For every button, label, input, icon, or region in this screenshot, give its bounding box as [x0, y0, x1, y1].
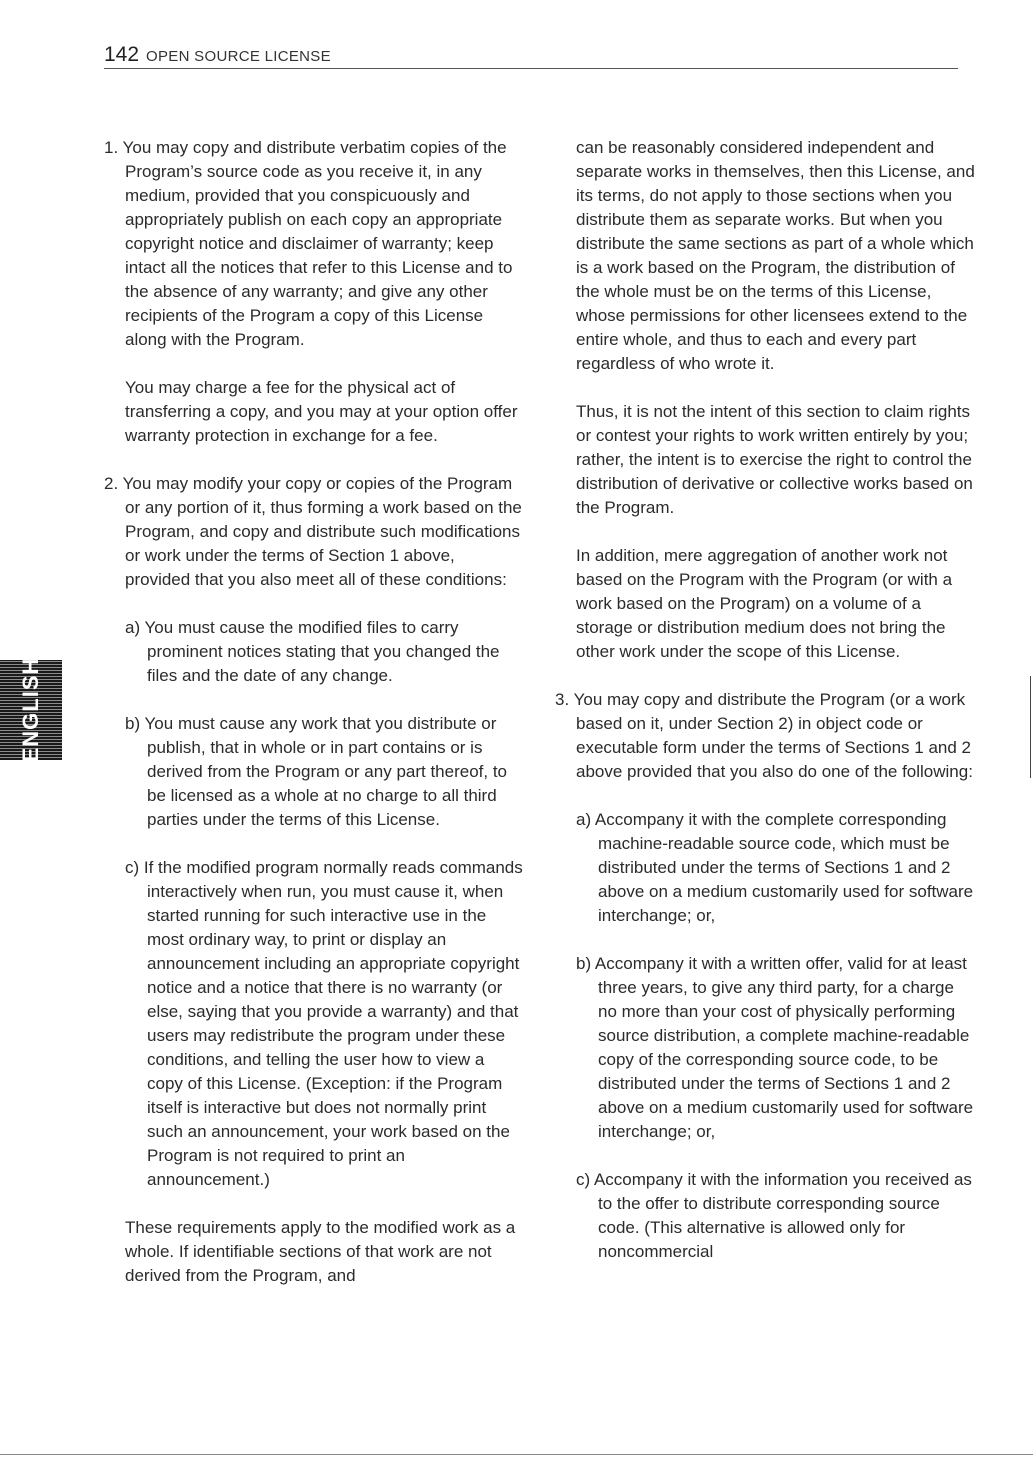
paragraph-section-3: 3. You may copy and distribute the Program (or a work based on it, under Section 2) in object code or executable form under the terms of Sections 1 and 2 above provided that you also do one of the following: — [555, 690, 973, 781]
paragraph-section-2: 2. You may modify your copy or copies of the Program or any portion of it, thus forming a work based on the Program, and copy and distribute such modifications or work under the terms of Section 1 above, provided that you also meet all of these conditions: — [104, 474, 522, 589]
paragraph-independent-works: can be reasonably considered independent and separate works in themselves, then this License, and its terms, do not apply to those sections when you distribute them as separate works. But when you distribute the same sections as part of a whole which is a work based on the Program, the distribution of the whole must be on the terms of this License, whose permissions for other licensees extend to the entire whole, and thus to each and every part regardless of who wrote it. — [576, 138, 975, 373]
page-header — [104, 40, 958, 69]
section-title: OPEN SOURCE LICENSE — [146, 48, 331, 65]
right-column — [555, 136, 975, 1264]
paragraph-3b: b) Accompany it with a written offer, valid for at least three years, to give any third party, for a charge no more than your cost of physically performing source distribution, a complete machine-readable copy of the corresponding source code, to be distributed under the terms of Sections 1 and 2 above on a medium customarily used for software interchange; or, — [576, 954, 974, 1141]
paragraph-aggregation: In addition, mere aggregation of another work not based on the Program with the Program (or with a work based on the Program) on a volume of a storage or distribution medium does not bring the other work under the scope of this License. — [576, 546, 953, 661]
paragraph-3c: c) Accompany it with the information you received as to the offer to distribute corresponding source code. (This alternative is allowed only for noncommercial — [576, 1170, 972, 1261]
page-edge-line — [1030, 676, 1031, 778]
paragraph-fee: You may charge a fee for the physical act of transferring a copy, and you may at your option offer warranty protection in exchange for a fee. — [125, 378, 518, 445]
language-tab-label: ENGLISH — [18, 657, 43, 763]
bottom-rule — [0, 1454, 1033, 1455]
paragraph-intent: Thus, it is not the intent of this section to claim rights or contest your rights to work written entirely by you; rather, the intent is to exercise the right to control the distribution of derivative or collective works based on the Program. — [576, 402, 973, 517]
paragraph-2b: b) You must cause any work that you distribute or publish, that in whole or in part contains or is derived from the Program or any part thereof, to be licensed as a whole at no charge to all third parties under the terms of this License. — [125, 714, 508, 829]
paragraph-requirements: These requirements apply to the modified work as a whole. If identifiable sections of that work are not derived from the Program, and — [125, 1218, 516, 1285]
paragraph-2a: a) You must cause the modified files to carry prominent notices stating that you changed the files and the date of any change. — [125, 618, 500, 685]
paragraph-2c: c) If the modified program normally reads commands interactively when run, you must cause it, when started running for such interactive use in the most ordinary way, to print or display an announcement including an appropriate copyright notice and a notice that there is no warranty (or else, saying that you provide a warranty) and that users may redistribute the program under these conditions, and telling the user how to view a copy of this License. (Exception: if the Program itself is interactive but does not normally print such an announcement, your work based on the Program is not required to print an announcement.) — [125, 858, 523, 1189]
language-tab — [0, 657, 62, 763]
paragraph-3a: a) Accompany it with the complete corresponding machine-readable source code, which must be distributed under the terms of Sections 1 and 2 above on a medium customarily used for software interchange; or, — [576, 810, 974, 925]
left-column — [104, 136, 524, 1288]
page-number: 142 — [104, 43, 140, 66]
paragraph-section-1: 1. You may copy and distribute verbatim copies of the Program’s source code as you receive it, in any medium, provided that you conspicuously and appropriately publish on each copy an appropriate copyright notice and disclaimer of warranty; keep intact all the notices that refer to this License and to the absence of any warranty; and give any other recipients of the Program a copy of this License along with the Program. — [104, 138, 513, 349]
